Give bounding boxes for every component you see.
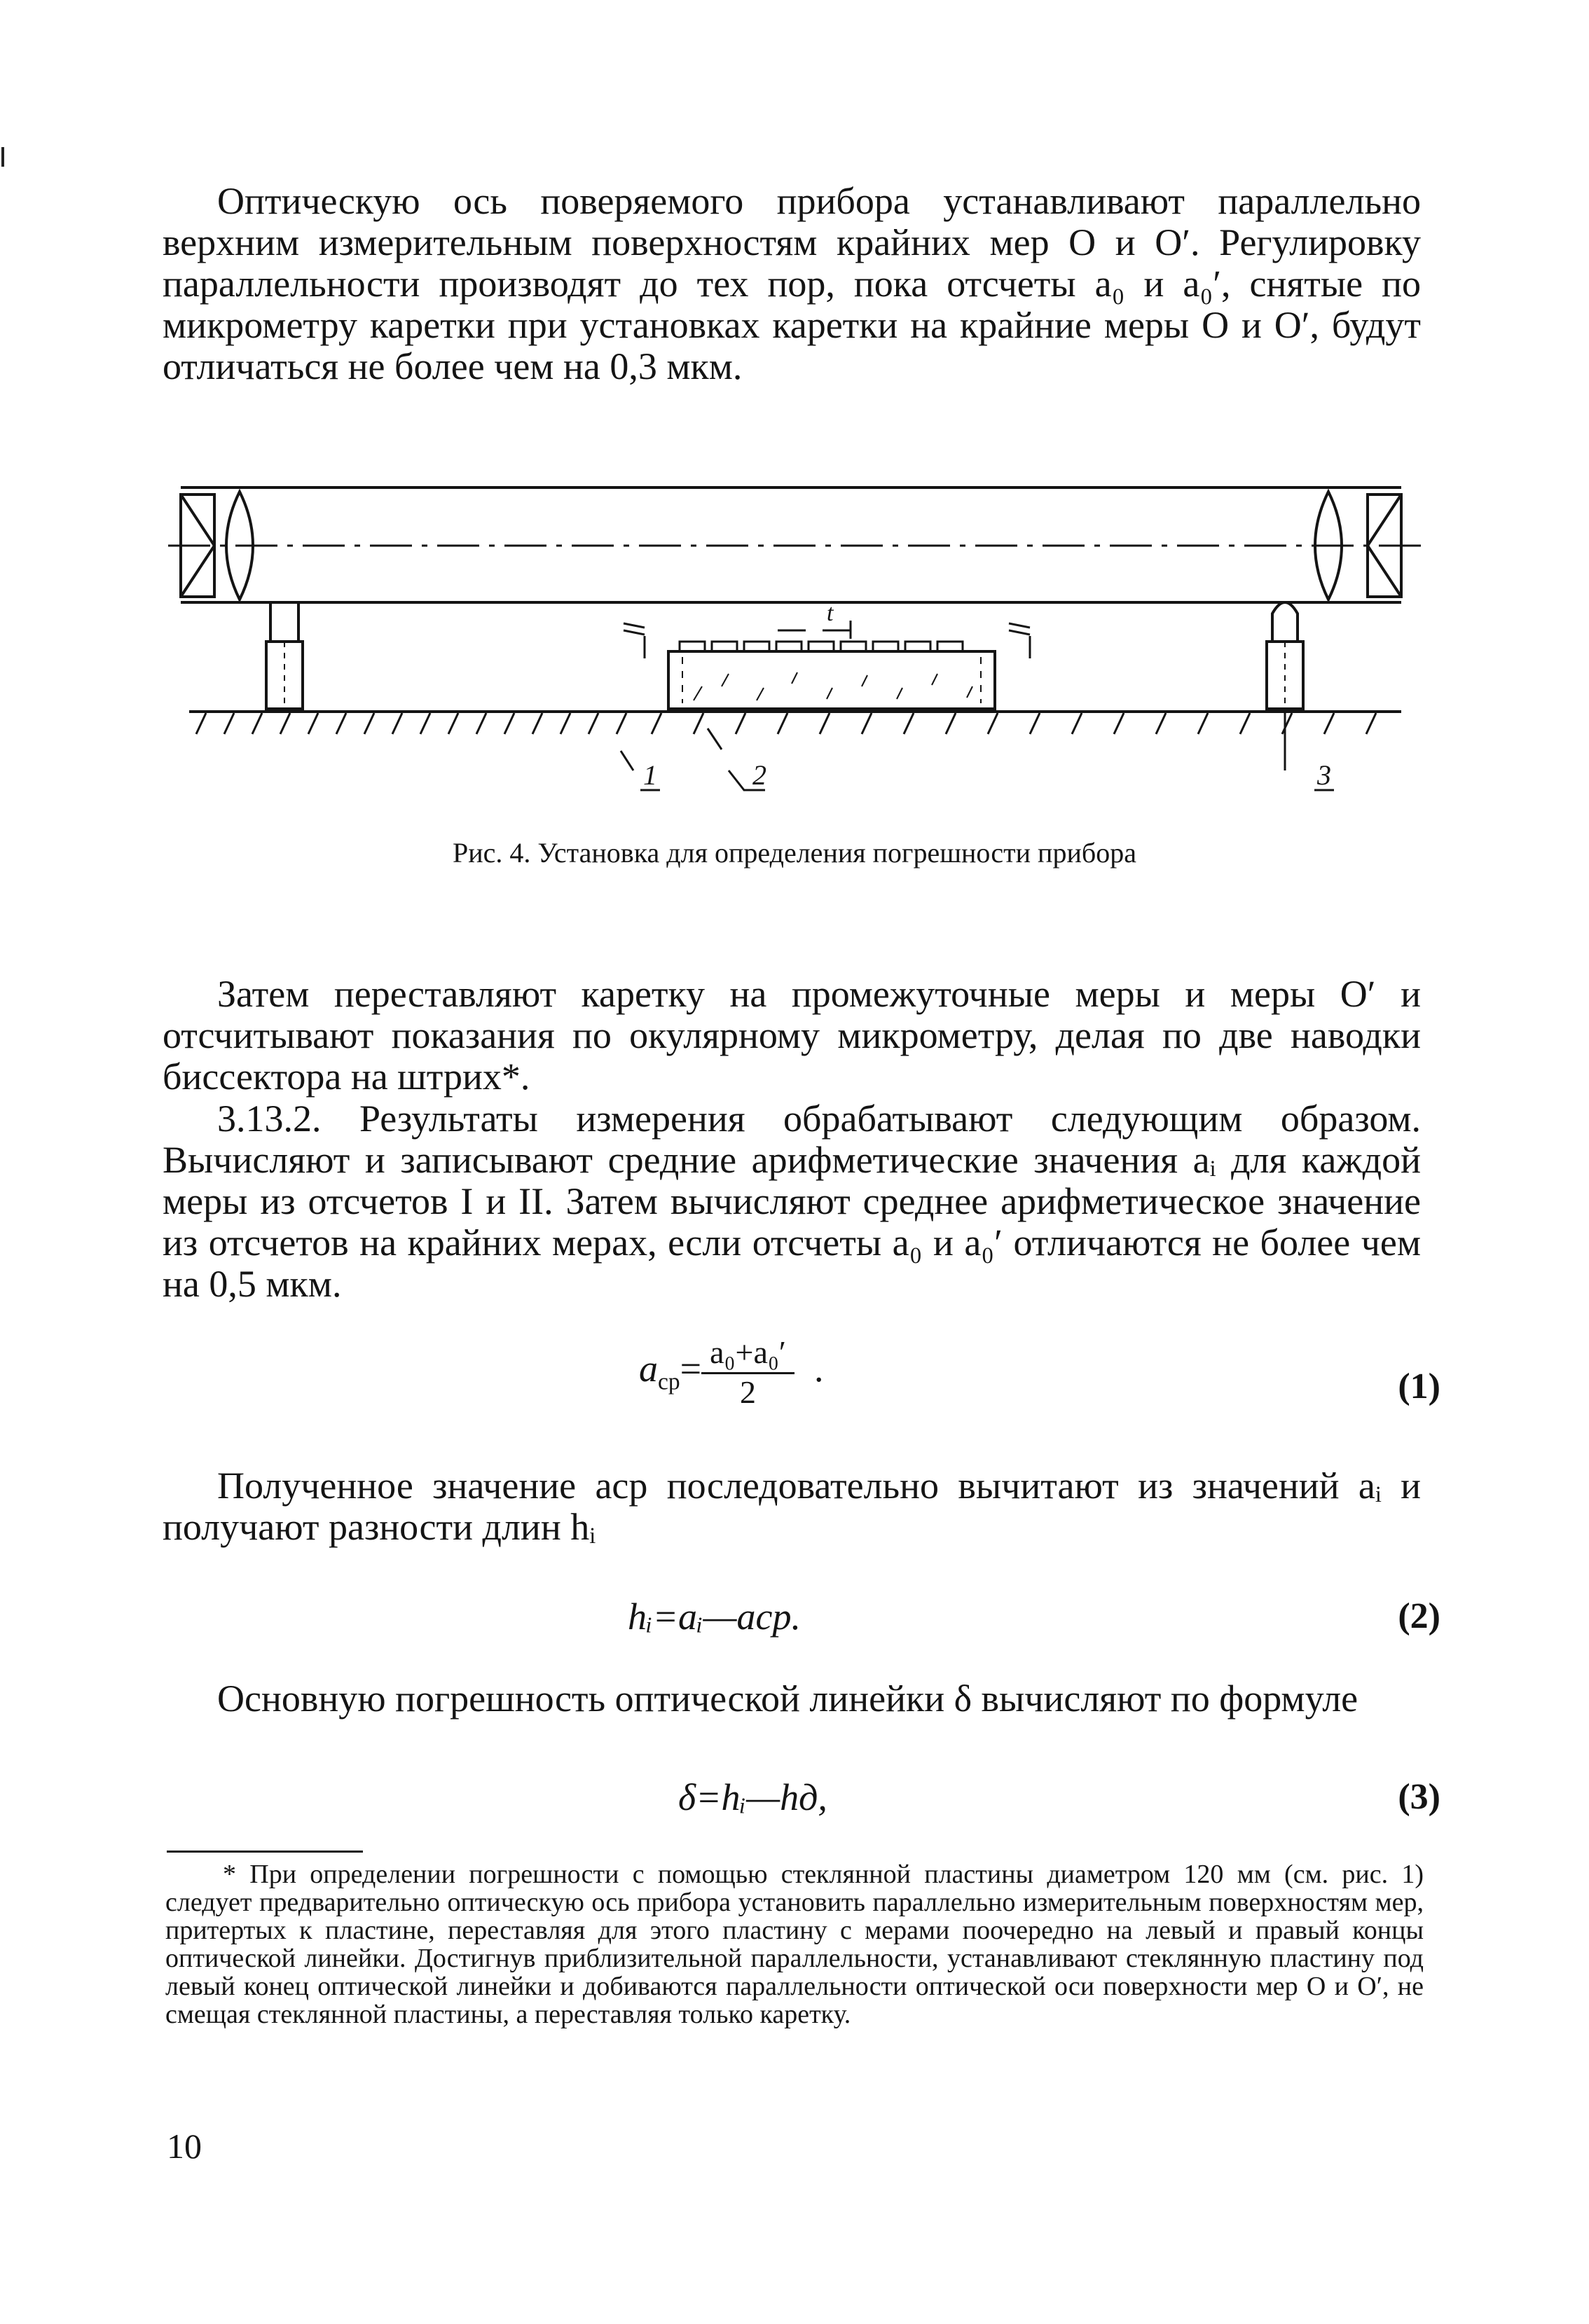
formula-1-lhs-sub: ср [658, 1369, 680, 1395]
figure-setup-diagram [161, 476, 1429, 812]
figure-caption: Рис. 4. Установка для определения погрешности прибора [453, 837, 1136, 869]
figure-label-2: 2 [752, 759, 766, 791]
left-support [266, 602, 303, 709]
paragraph-results: 3.13.2. Результаты измерения обрабатывают следующим образом. Вычисляют и записывают средние арифметические значения aᵢ для каждой меры из отсчетов I и II. Затем вычисляют среднее арифметическое значение из отсчетов на крайних мерах, если отсчеты a₀ и a₀′ отличаются не более чем на 0,5 мкм. [163, 1098, 1421, 1305]
scan-edge-mark [1, 147, 4, 167]
formula-1-numerator: a₀+a₀′ [701, 1334, 794, 1374]
gauge-blocks [680, 642, 963, 651]
formula-1-number: (1) [1398, 1367, 1440, 1406]
formula-1-lhs: a [639, 1347, 658, 1390]
footnote-rule [167, 1851, 363, 1853]
ground-hatching [196, 713, 1376, 734]
formula-2-number: (2) [1398, 1596, 1440, 1636]
right-support [1267, 602, 1303, 709]
glass-hatching [694, 672, 972, 700]
paragraph-subtract: Полученное значение aср последовательно вычитают из значений aᵢ и получают разности длин hᵢ [163, 1465, 1421, 1548]
formula-1-eq: = [680, 1347, 702, 1390]
formula-1-fraction [701, 1334, 794, 1411]
formula-1-tail: . [813, 1347, 824, 1390]
footnote: * При определении погрешности с помощью стеклянной пластины диаметром 120 мм (см. рис. 1) следует предварительно оптическую ось прибора установить параллельно измерительным поверхностям мер, притертых к пластине, переставляя для этого пластину с мерами поочередно на левый и правый концы оптической линейки. Достигнув приблизительной параллельности, устанавливают стеклянную пластину под левый конец оптической линейки и добиваются параллельности оптической оси поверхности мер O и O′, не смещая стеклянной пластины, а переставляя только каретку. [165, 1860, 1424, 2029]
formula-3-number: (3) [1398, 1777, 1440, 1817]
figure-label-3: 3 [1317, 759, 1331, 791]
glass-plate [668, 651, 995, 709]
figure-labels [643, 759, 1331, 791]
figure-label-1: 1 [643, 759, 657, 791]
formula-2: hᵢ=aᵢ—aср. [628, 1596, 802, 1638]
formula-3: δ=hᵢ—hд, [678, 1776, 827, 1818]
formula-1 [639, 1334, 823, 1411]
page-number: 10 [167, 2126, 202, 2166]
paragraph-carriage: Затем переставляют каретку на промежуточные меры и меры O′ и отсчитывают показания по окулярному микрометру, делая по две наводки биссектора на штрих*. [163, 973, 1421, 1098]
formula-1-denominator: 2 [740, 1374, 757, 1410]
paragraph-optical-axis: Оптическую ось поверяемого прибора устанавливают параллельно верхним измерительным поверхностям крайних мер O и O′. Регулировку параллельности производят до тех пор, пока отсчеты a₀ и a₀′, снятые по микрометру каретки при установках каретки на крайние меры O и O′, будут отличаться не более чем на 0,3 мкм. [163, 180, 1421, 387]
paragraph-main-error: Основную погрешность оптической линейки δ вычисляют по формуле [217, 1678, 1358, 1720]
figure-label-t: t [827, 600, 834, 626]
